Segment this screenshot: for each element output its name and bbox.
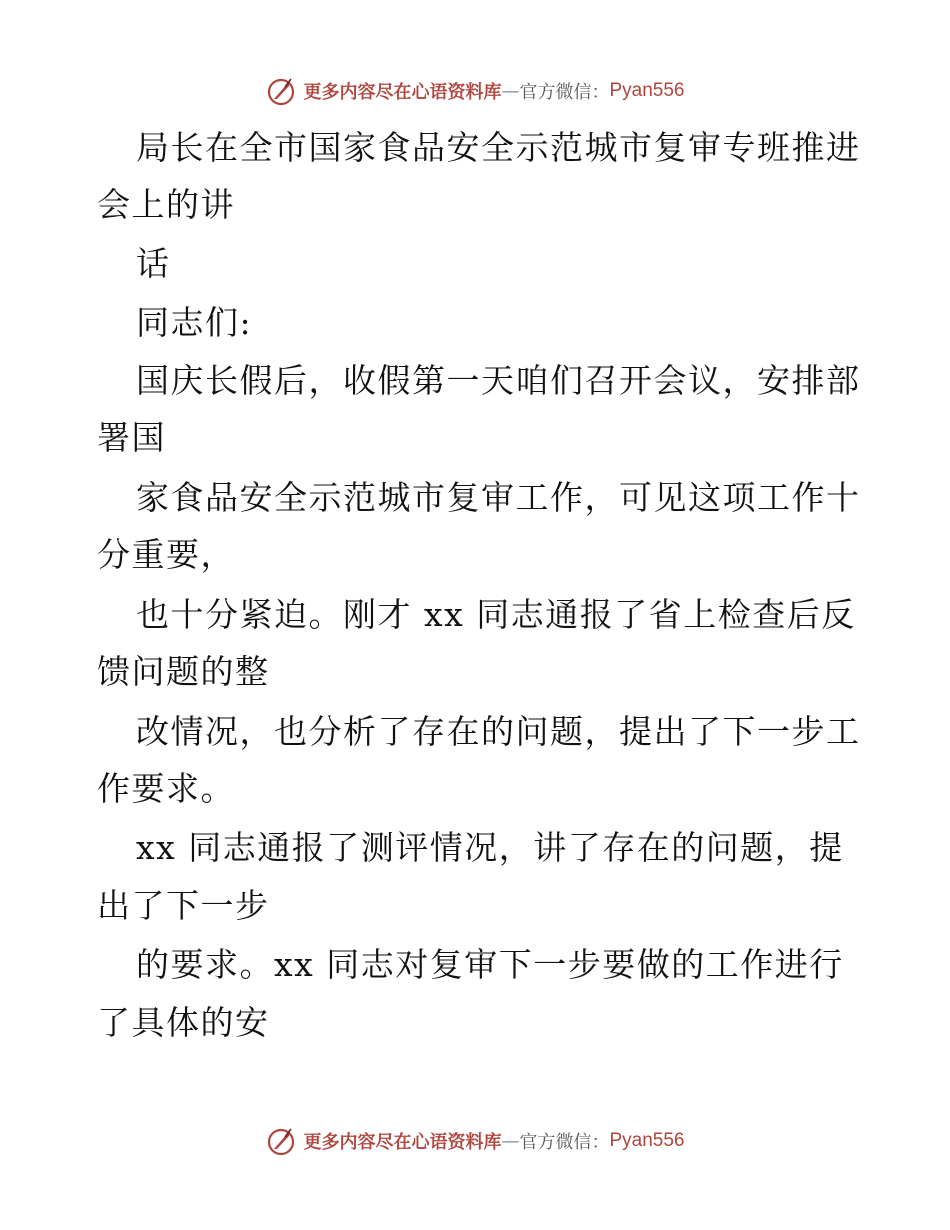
header-banner: [0, 74, 950, 108]
banner-separator: —: [501, 80, 520, 102]
text-line: 会上的讲: [97, 185, 235, 224]
banner-wechat-id: Pyan556: [609, 1130, 685, 1151]
text-line: 也十分紧迫。刚才 xx 同志通报了省上检查后反: [136, 595, 856, 634]
text-line: 的要求。xx 同志对复审下一步要做的工作进行: [136, 945, 844, 984]
footer-banner: [0, 1124, 950, 1158]
banner-wechat-label: 官方微信：: [519, 82, 610, 103]
banner-separator: —: [501, 1130, 520, 1152]
banner-wechat-id: Pyan556: [609, 80, 685, 101]
text-line: 作要求。: [97, 769, 235, 808]
quill-pen-logo-icon: [265, 75, 297, 107]
text-line: 改情况，也分析了存在的问题，提出了下一步工: [136, 712, 861, 751]
text-line: 局长在全市国家食品安全示范城市复审专班推进: [136, 128, 861, 167]
text-line: 国庆长假后，收假第一天咱们召开会议，安排部: [136, 361, 861, 400]
banner-brand: 更多内容尽在心语资料库: [303, 1132, 502, 1153]
text-line: 了具体的安: [97, 1003, 270, 1042]
banner-wechat-label: 官方微信：: [519, 1132, 610, 1153]
text-line: 家食品安全示范城市复审工作，可见这项工作十: [136, 478, 861, 517]
quill-pen-logo-icon: [265, 1125, 297, 1157]
text-line: xx 同志通报了测评情况，讲了存在的问题，提: [136, 828, 844, 867]
text-line: 同志们:: [136, 303, 253, 342]
text-line: 署国: [97, 418, 166, 457]
text-line: 出了下一步: [97, 886, 270, 925]
text-line: 分重要，: [97, 535, 235, 574]
text-line: 馈问题的整: [97, 652, 270, 691]
text-line: 话: [136, 244, 171, 283]
banner-brand: 更多内容尽在心语资料库: [303, 82, 502, 103]
